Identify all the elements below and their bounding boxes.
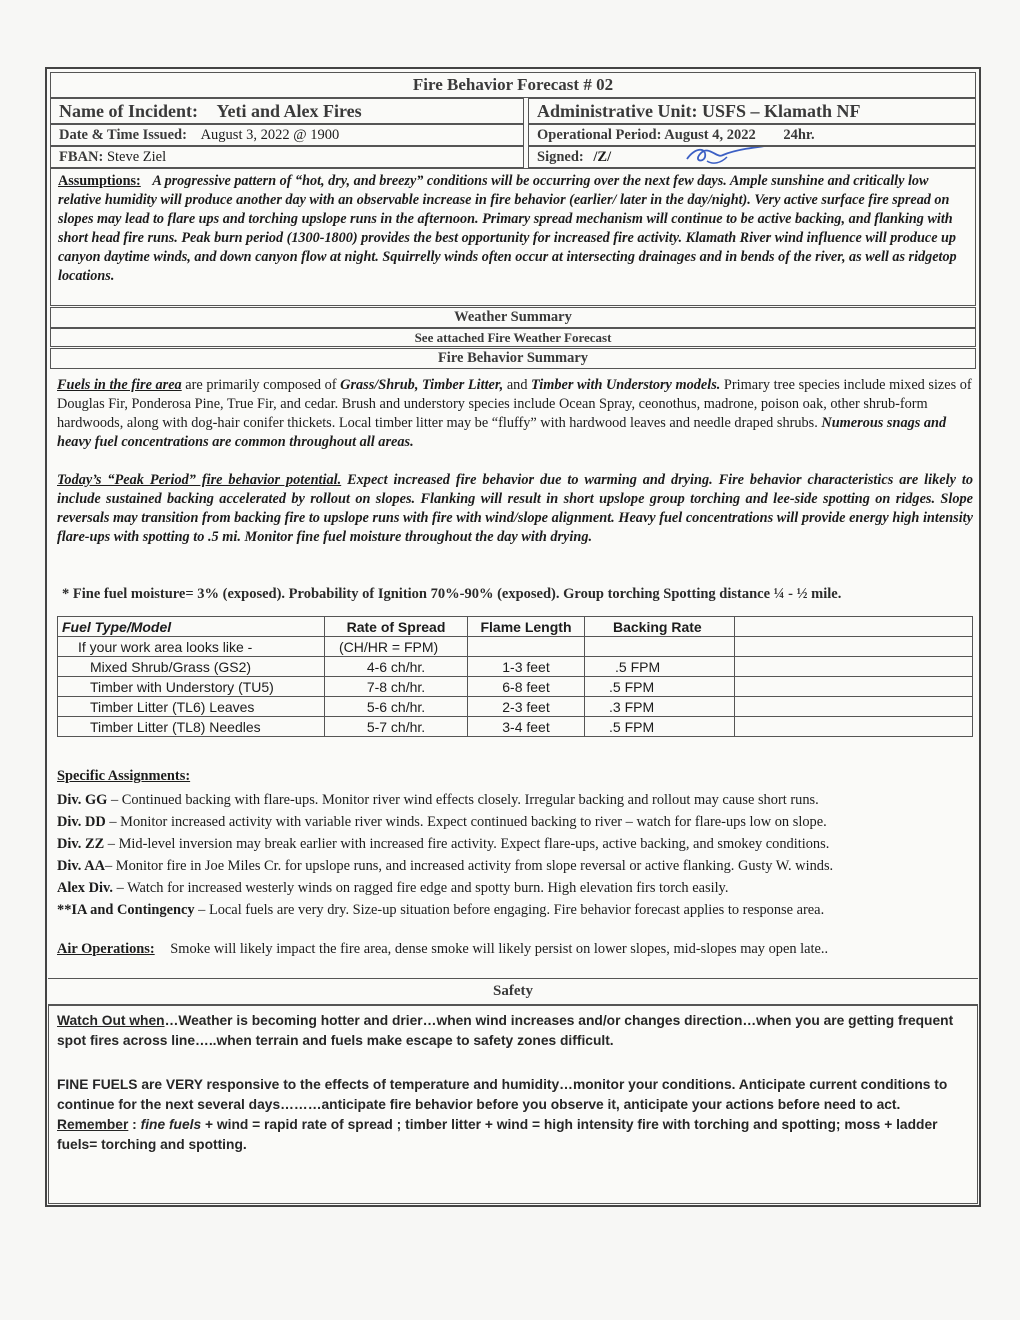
table-row [58, 637, 973, 657]
col-header-flame-length: Flame Length [468, 617, 585, 637]
signature-scribble [677, 146, 797, 167]
table-row [58, 657, 973, 677]
air-operations-text: Smoke will likely impact the fire area, dense smoke will likely persist on lower slopes, mid-slopes may open late.. [170, 941, 829, 957]
operational-period-date: August 4, 2022 [664, 127, 756, 143]
peak-period-label: Today’s “Peak Period” fire behavior potential. [57, 472, 342, 488]
assignment-text: – Monitor fire in Joe Miles Cr. for upslope runs, and increased activity from slope reversal or active flanking. Gusty W. winds. [104, 858, 834, 874]
col-header-blank [735, 617, 973, 637]
assignment-label: Div. DD [57, 814, 106, 830]
cell-backing-rate: .5 FPM [585, 657, 735, 677]
fban-row [50, 146, 976, 168]
incident-row [50, 98, 976, 124]
fuels-and: and [503, 377, 532, 393]
assignment-text: – Local fuels are very dry. Size-up situation before engaging. Fire behavior forecast applies to response area. [194, 902, 825, 918]
cell-flame-length: 3-4 feet [468, 717, 585, 737]
date-label: Date & Time Issued: [59, 127, 187, 143]
cell-blank [735, 637, 973, 657]
weather-note-row [50, 328, 976, 347]
weather-summary-header [50, 307, 976, 328]
cell-rate-of-spread: 4-6 ch/hr. [325, 657, 468, 677]
assignment-item [57, 879, 977, 898]
remember-label: Remember [57, 1117, 129, 1132]
admin-unit-label: Administrative Unit: [537, 101, 698, 121]
date-value: August 3, 2022 @ 1900 [200, 127, 340, 143]
cell-backing-rate: .5 FPM [585, 717, 735, 737]
watch-out-label: Watch Out when [57, 1013, 165, 1028]
cell-flame-length [468, 637, 585, 657]
fuels-models: Grass/Shrub, Timber Litter, [340, 377, 504, 393]
cell-blank [735, 717, 973, 737]
assignments-heading: Specific Assignments: [57, 768, 191, 784]
cell-flame-length: 6-8 feet [468, 677, 585, 697]
cell-rate-of-spread: 5-6 ch/hr. [325, 697, 468, 717]
assignment-label: Div. ZZ [57, 836, 105, 852]
fine-fuels-text [57, 1075, 969, 1115]
assignment-text: – Continued backing with flare-ups. Monitor river wind effects closely. Irregular backing and rollout may cause short runs. [107, 792, 819, 808]
date-row [50, 124, 976, 146]
col-header-fuel-type: Fuel Type/Model [58, 617, 325, 637]
assignment-item [57, 813, 977, 832]
remember-body: + wind = rapid rate of spread ; timber litter + wind = high intensity fire with torching and spotting; moss + ladder fuels= torching and spotting. [57, 1117, 938, 1152]
assumptions-box [50, 168, 976, 306]
cell-fuel-type: Mixed Shrub/Grass (GS2) [58, 657, 325, 677]
fuels-text-2: Primary tree species include mixed sizes of Douglas Fir, Ponderosa Pine, True Fir, and cedar. Brush and understory species include Ocean Spray, ceonothus, madrone, poison oak, other shrub-form hardwoods, along with dog-hair conifer thickets. Local timber litter may be “fluffy” with hardwood leaves and needle draped shrubs. [57, 377, 972, 431]
fire-behavior-summary-header [50, 348, 976, 369]
cell-rate-of-spread: 5-7 ch/hr. [325, 717, 468, 737]
cell-rate-of-spread: 7-8 ch/hr. [325, 677, 468, 697]
peak-period-paragraph [57, 471, 973, 547]
fine-fuel-moisture-text: * Fine fuel moisture= 3% (exposed). Probability of Ignition 70%-90% (exposed). Group torching Spotting distance ¼ - ½ mile. [62, 586, 842, 602]
signed-value: /Z/ [593, 149, 612, 165]
signed-cell [528, 146, 976, 168]
cell-backing-rate: .3 FPM [585, 697, 735, 717]
cell-fuel-type: Timber Litter (TL8) Needles [58, 717, 325, 737]
fban-label: FBAN: [59, 149, 104, 165]
remember-text [57, 1115, 969, 1155]
air-operations [57, 941, 977, 958]
assignment-label: **IA and Contingency [57, 902, 195, 918]
cell-fuel-type: Timber Litter (TL6) Leaves [58, 697, 325, 717]
cell-blank [735, 657, 973, 677]
table-row [58, 717, 973, 737]
cell-backing-rate [585, 637, 735, 657]
watch-out-text [57, 1011, 969, 1051]
fine-fuels-body: FINE FUELS are VERY responsive to the effects of temperature and humidity…monitor your conditions. Anticipate current conditions to continue for the next several days………anticipate fire behavior before you observe it, anticipate your actions before need to act. [57, 1077, 948, 1112]
watch-out-body: …Weather is becoming hotter and drier…when wind increases and/or changes direction…when you are getting frequent spot fires across line…..when terrain and fuels make escape to safety zones difficult. [57, 1013, 954, 1048]
operational-period-label: Operational Period: [537, 127, 662, 143]
assignment-item [57, 791, 977, 810]
cell-backing-rate: .5 FPM [585, 677, 735, 697]
assignment-text: – Mid-level inversion may break earlier with increased fire activity. Expect flare-ups, active backing, and smokey conditions. [104, 836, 830, 852]
fban-cell [50, 146, 524, 168]
signed-label: Signed: [537, 149, 584, 165]
col-header-backing-rate: Backing Rate [585, 617, 735, 637]
safety-header [48, 978, 978, 1005]
fire-behavior-summary-title: Fire Behavior Summary [437, 350, 589, 366]
assumptions-label: Assumptions: [58, 173, 141, 189]
fuels-paragraph [57, 376, 973, 452]
cell-flame-length: 2-3 feet [468, 697, 585, 717]
operational-period-cell [528, 124, 976, 146]
assignment-item [57, 835, 977, 854]
cell-rate-of-spread: (CH/HR = FPM) [325, 637, 468, 657]
remember-colon: : [128, 1117, 141, 1132]
table-row [58, 697, 973, 717]
table-header-row [58, 617, 973, 637]
fuel-type-table [57, 616, 973, 737]
incident-name: Yeti and Alex Fires [216, 101, 362, 121]
fuels-text-1: are primarily composed of [181, 377, 341, 393]
cell-blank [735, 677, 973, 697]
forecast-title: Fire Behavior Forecast # 02 [412, 75, 614, 94]
peak-period-text: Expect increased fire behavior due to warming and drying. Fire behavior characteristics are likely to include sustained backing accelerated by rollout on slopes. Flanking will result in short upslope group torching and lee-side spotting on ridges. Slope reversals may transition from backing fire to upslope runs with fire with wind/slope alignment. Heavy fuel concentrations will provide energy high intensity flare-ups with spotting to .5 mi. Monitor fine fuel moisture throughout the day with drying. [57, 472, 973, 545]
incident-label: Name of Incident: [59, 101, 198, 121]
assignment-text: – Watch for increased westerly winds on ragged fire edge and spotty burn. High elevation firs torch easily. [112, 880, 729, 896]
safety-box [48, 1005, 978, 1204]
specific-assignments [57, 767, 977, 923]
incident-cell [50, 98, 524, 124]
weather-summary-title: Weather Summary [454, 309, 572, 325]
remember-fine-fuels: fine fuels [140, 1117, 202, 1132]
cell-fuel-type: Timber with Understory (TU5) [58, 677, 325, 697]
admin-unit-cell [528, 98, 976, 124]
assignment-label: Div. GG [57, 792, 108, 808]
safety-title: Safety [493, 983, 533, 999]
cell-blank [735, 697, 973, 717]
assignment-label: Div. AA [57, 858, 105, 874]
assumptions-text: A progressive pattern of “hot, dry, and breezy” conditions will be occurring over the next few days. Ample sunshine and critically low relative humidity will produce another day with an observable increase in fire behavior (earlier/ later in the day/night). Very active surface fire spread on slopes may lead to flare ups and torching upslope runs in the afternoon. Primary spread mechanism will continue to be active backing, and flanking with short head fire runs. Peak burn period (1300-1800) provides the best opportunity for increased fire activity. Klamath River wind influence will produce up canyon daytime winds, and down canyon flow at night. Squirrelly winds often occur at intersecting drainages and in bends of the river, as well as ridgetop locations. [58, 173, 957, 284]
weather-note: See attached Fire Weather Forecast [414, 330, 612, 345]
fuels-label: Fuels in the fire area [57, 377, 182, 393]
assignment-label: Alex Div. [57, 880, 113, 896]
cell-flame-length: 1-3 feet [468, 657, 585, 677]
fuels-text-3: Numerous snags and heavy fuel concentrations are common throughout all areas. [57, 415, 947, 450]
assignment-item [57, 857, 977, 876]
fban-name: Steve Ziel [106, 149, 167, 165]
fuels-models-2: Timber with Understory models. [531, 377, 721, 393]
date-cell [50, 124, 524, 146]
col-header-rate-of-spread: Rate of Spread [325, 617, 468, 637]
assignment-item [57, 901, 977, 920]
cell-fuel-type: If your work area looks like - [58, 637, 325, 657]
table-row [58, 677, 973, 697]
assignment-text: – Monitor increased activity with variable river winds. Expect continued backing to river – watch for flare-ups low on slope. [105, 814, 827, 830]
operational-period-duration: 24hr. [783, 127, 815, 143]
forecast-title-row [50, 72, 976, 98]
air-operations-label: Air Operations: [57, 941, 155, 957]
fine-fuel-moisture-line [62, 586, 972, 603]
admin-unit-value: USFS – Klamath NF [702, 101, 861, 121]
